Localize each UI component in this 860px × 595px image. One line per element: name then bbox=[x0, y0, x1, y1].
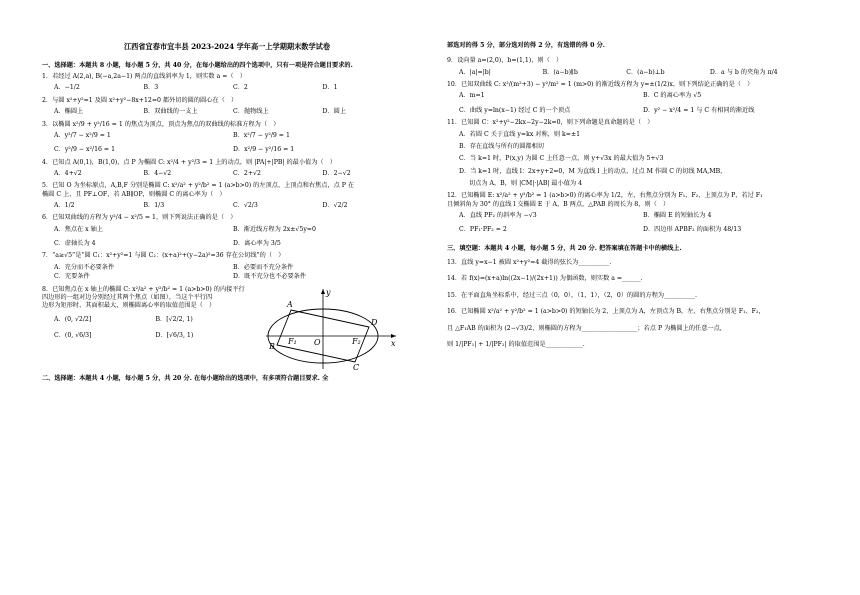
options bbox=[54, 316, 257, 341]
question-stem-cont: 边形为矩形时，其面积最大，则椭圆离心率的取值范围是（ ） bbox=[42, 302, 216, 310]
label-f1: F₁ bbox=[288, 336, 297, 346]
option-c: C．2 bbox=[233, 84, 248, 92]
options bbox=[54, 264, 412, 282]
option-b: B．(a−b)∥b bbox=[542, 68, 578, 76]
option-a: A．y²/7 − x²/9 = 1 bbox=[54, 131, 111, 139]
question-9 bbox=[447, 57, 827, 77]
label-b: B bbox=[269, 341, 275, 351]
question-3 bbox=[42, 121, 412, 155]
section-2-header: 二、选择题：本题共 4 小题，每小题 5 分，共 20 分. 在每小题给出的选项中，有多项符合题目要求. 全 bbox=[42, 374, 329, 382]
option-d: D．1 bbox=[322, 84, 338, 92]
option-a: A．焦点在 x 轴上 bbox=[54, 225, 104, 233]
option-c: C．曲线 y=ln(x−1) 经过 C 的一个顶点 bbox=[459, 106, 571, 114]
option-b: B．存在直线与所有的圆都相切 bbox=[459, 142, 544, 150]
exam-title: 江西省宜春市宜丰县 2023-2024 学年高一上学期期末数学试卷 bbox=[123, 42, 331, 51]
y-axis-arrow bbox=[321, 289, 325, 294]
option-d: D．a 与 b 的夹角为 π/4 bbox=[709, 68, 778, 76]
label-y: y bbox=[326, 287, 331, 297]
option-b: B．双曲线的一支上 bbox=[143, 108, 198, 116]
label-c: C bbox=[353, 362, 360, 371]
left-column bbox=[42, 40, 412, 386]
label-a: A bbox=[287, 299, 293, 309]
option-a: A．−1/2 bbox=[54, 84, 80, 92]
option-a: A．4+√2 bbox=[54, 169, 82, 177]
option-a: A．椭圆上 bbox=[54, 108, 84, 116]
option-d: D．圆上 bbox=[322, 108, 347, 116]
option-b: B．3 bbox=[143, 84, 159, 92]
question-stem: 6．已知双曲线的方程为 y²/4 − x²/5 = 1，则下列说法正确的是（ ） bbox=[42, 214, 237, 222]
section-3-header: 三、填空题：本题共 4 小题，每小题 5 分，共 20 分. 把答案填在答题卡中的横线上. bbox=[447, 244, 682, 252]
options bbox=[459, 212, 827, 235]
options bbox=[459, 131, 827, 189]
option-d: D．2−√2 bbox=[322, 169, 351, 177]
option-d-cont: 切点为 A，B，则 |CM|·|AB| 最小值为 4 bbox=[469, 179, 583, 187]
question-stem: 11．已知圆 C：x²+y²−2kx−2y−2k=0，则下列命题是真命题的是（ ） bbox=[447, 119, 654, 127]
question-14: 14．若 f(x)=(x+a)ln((2x−1)/(2x+1)) 为偶函数，则实数 a =______. bbox=[447, 275, 643, 283]
question-10 bbox=[447, 81, 827, 115]
option-b: B．[√2/2, 1) bbox=[155, 315, 193, 323]
option-a: A．(0, √2/2] bbox=[54, 315, 92, 323]
option-c: C．(a−b)⊥b bbox=[626, 68, 665, 76]
label-o: O bbox=[314, 337, 321, 347]
option-c: C．y²/9 − x²/16 = 1 bbox=[54, 146, 116, 154]
question-stem: 16．已知椭圆 x²/a² + y²/b² = 1 (a>b>0) 的短轴长为 2，上顶点为 A，左顶点为 B，左、右焦点分别是 F₁、F₂， bbox=[447, 308, 765, 316]
option-d: D．x²/9 − y²/16 = 1 bbox=[233, 146, 295, 154]
options bbox=[54, 170, 412, 178]
option-c: C．当 k=1 时，P(x,y) 为圆 C 上任意一点，则 y+√3x 的最大值为 5+√3 bbox=[459, 155, 664, 163]
question-16 bbox=[447, 308, 827, 349]
question-11 bbox=[447, 119, 827, 188]
option-c: C．虚轴长为 4 bbox=[54, 240, 96, 248]
option-d: D．√2/2 bbox=[322, 202, 348, 210]
option-c: C．2+√2 bbox=[233, 169, 261, 177]
option-b: B．必要而不充分条件 bbox=[233, 263, 294, 271]
section-2-header-cont: 部选对的得 5 分，部分选对的得 2 分，有选错的得 0 分. bbox=[447, 42, 605, 49]
question-8-text bbox=[42, 286, 257, 371]
question-stem: 8．已知焦点在 x 轴上的椭圆 C: x²/a² + y²/b² = 1 (a>b>0) 的内接平行 bbox=[42, 285, 245, 293]
question-5 bbox=[42, 182, 412, 210]
question-stem-cont: 且倾斜角为 30° 的直线 l 交椭圆 E 于 A，B 两点，△PAB 的周长为 8，则（ ） bbox=[447, 200, 670, 208]
option-c: C．√2/3 bbox=[233, 202, 258, 210]
question-15: 15．在平面直角坐标系中，经过三点（0，0），（1，1），（2，0）的圆的方程为__________. bbox=[447, 291, 697, 299]
option-d: D．离心率为 3/5 bbox=[233, 240, 281, 248]
question-stem: 7．“a≥√5”是“圆 C₁：x²+y²=1 与圆 C₂：(x+a)²+(y−2a)²=36 存在公切线”的（ ） bbox=[42, 252, 285, 260]
option-b: B．C 的离心率为 √5 bbox=[643, 92, 702, 100]
option-c: C．抛物线上 bbox=[233, 108, 269, 116]
question-stem: 9．设向量 a=(2,0)，b=(1,1)，则（ ） bbox=[447, 57, 563, 65]
x-axis-arrow bbox=[391, 334, 396, 338]
question-stem-cont: 四边形的一组对边分别经过其两个焦点（如图），当这个平行四 bbox=[42, 293, 213, 301]
options bbox=[54, 108, 412, 116]
option-a: A．若圆 C 关于直线 y=kx 对称，则 k=±1 bbox=[459, 130, 581, 138]
question-6 bbox=[42, 214, 412, 248]
options bbox=[54, 84, 412, 92]
options bbox=[54, 202, 412, 210]
question-stem: 4．已知点 A(0,1)，B(1,0)，点 P 为椭圆 C: x²/4 + y²/3 = 1 上的动点，则 |PA|+|PB| 的最小值为（ ） bbox=[42, 158, 336, 166]
options bbox=[54, 226, 412, 249]
option-a: A．直线 PF₂ 的斜率为 −√3 bbox=[459, 212, 537, 220]
question-stem: 10．已知双曲线 C: x²/(m²+3) − y²/m² = 1 (m>0) 的渐近线方程为 y=±(1/2)x，则下列结论正确的是（ ） bbox=[447, 81, 754, 89]
options bbox=[54, 132, 412, 155]
question-stem-cont: 且 △F₁AB 的面积为 (2−√3)/2，则椭圆的方程为__________________；若点 P 为椭圆上的任意一点， bbox=[447, 324, 726, 332]
option-b: B．x²/7 − y²/9 = 1 bbox=[233, 131, 290, 139]
option-d: D．当 k=1 时，直线 l：2x+y+2=0，M 为直线 l 上的动点，过点 M 作圆 C 的切线 MA,MB， bbox=[459, 167, 727, 175]
right-column bbox=[447, 40, 827, 353]
option-b: B．椭圆 E 的短轴长为 4 bbox=[643, 212, 712, 220]
label-x: x bbox=[391, 338, 396, 348]
option-b: B．渐近线方程为 2x±√5y=0 bbox=[233, 225, 316, 233]
label-f2: F₂ bbox=[352, 336, 361, 346]
label-d: D bbox=[371, 317, 378, 327]
question-1 bbox=[42, 73, 412, 93]
options bbox=[459, 69, 827, 77]
question-8 bbox=[42, 286, 412, 371]
option-c: C．PF₁·PF₂ = 2 bbox=[459, 226, 507, 234]
question-4 bbox=[42, 159, 412, 179]
question-stem: 2．与圆 x²+y²=1 及圆 x²+y²−8x+12=0 都外切的圆的圆心在（ ） bbox=[42, 96, 238, 104]
question-stem: 1．若经过 A(2,a), B(−a,2a−1) 两点的直线斜率为 1，则实数 a =（ ） bbox=[42, 73, 246, 81]
option-b: B．4−√2 bbox=[143, 169, 172, 177]
option-c: C．(0, √6/3] bbox=[54, 331, 92, 339]
option-a: A．充分而不必要条件 bbox=[54, 263, 115, 271]
question-2 bbox=[42, 97, 412, 117]
section-1-header: 一、选择题：本题共 8 小题，每小题 5 分，共 40 分，在每小题给出的四个选项中，只有一项是符合题目要求的. bbox=[42, 61, 353, 69]
option-d: D．y² − x²/4 = 1 与 C 有相同的渐近线 bbox=[643, 106, 755, 114]
question-stem-cont: 椭圆 C 上，且 PF⊥OF，若 AB∥OP，则椭圆 C 的离心率为（ ） bbox=[42, 190, 226, 198]
ellipse-parallelogram-figure bbox=[261, 286, 401, 371]
option-a: A．|a|=|b| bbox=[459, 68, 491, 76]
options bbox=[459, 92, 827, 115]
option-a: A．1/2 bbox=[54, 202, 75, 210]
option-b: B．1/3 bbox=[143, 202, 165, 210]
question-stem: 5．已知 O 为坐标原点，A,B,F 分别是椭圆 C: x²/a² + y²/b² = 1 (a>b>0) 的左顶点、上顶点和右焦点，点 P 在 bbox=[42, 182, 355, 190]
option-d: D．既不充分也不必要条件 bbox=[233, 273, 307, 281]
question-stem: 12．已知椭圆 E: x²/a² + y²/b² = 1 (a>b>0) 的离心率为 1/2，左、右焦点分别为 F₁，F₂，上顶点为 P，若过 F₁ bbox=[447, 192, 763, 200]
question-12 bbox=[447, 192, 827, 234]
option-a: A．m=1 bbox=[459, 92, 485, 100]
question-13: 13．直线 y=x−1 被圆 x²+y²=4 截得的弦长为__________. bbox=[447, 259, 612, 267]
question-stem: 3．以椭圆 x²/9 + y²/16 = 1 的焦点为顶点，顶点为焦点的双曲线的标准方程为（ ） bbox=[42, 120, 280, 128]
option-c: C．充要条件 bbox=[54, 273, 90, 281]
option-d: D．四边形 APBF₂ 的面积为 48/13 bbox=[643, 226, 742, 234]
option-d: D．[√6/3, 1) bbox=[155, 331, 194, 339]
question-stem-cont: 则 1/|PF₁| + 1/|PF₂| 的取值范围是____________. bbox=[447, 340, 585, 348]
question-7 bbox=[42, 252, 412, 281]
